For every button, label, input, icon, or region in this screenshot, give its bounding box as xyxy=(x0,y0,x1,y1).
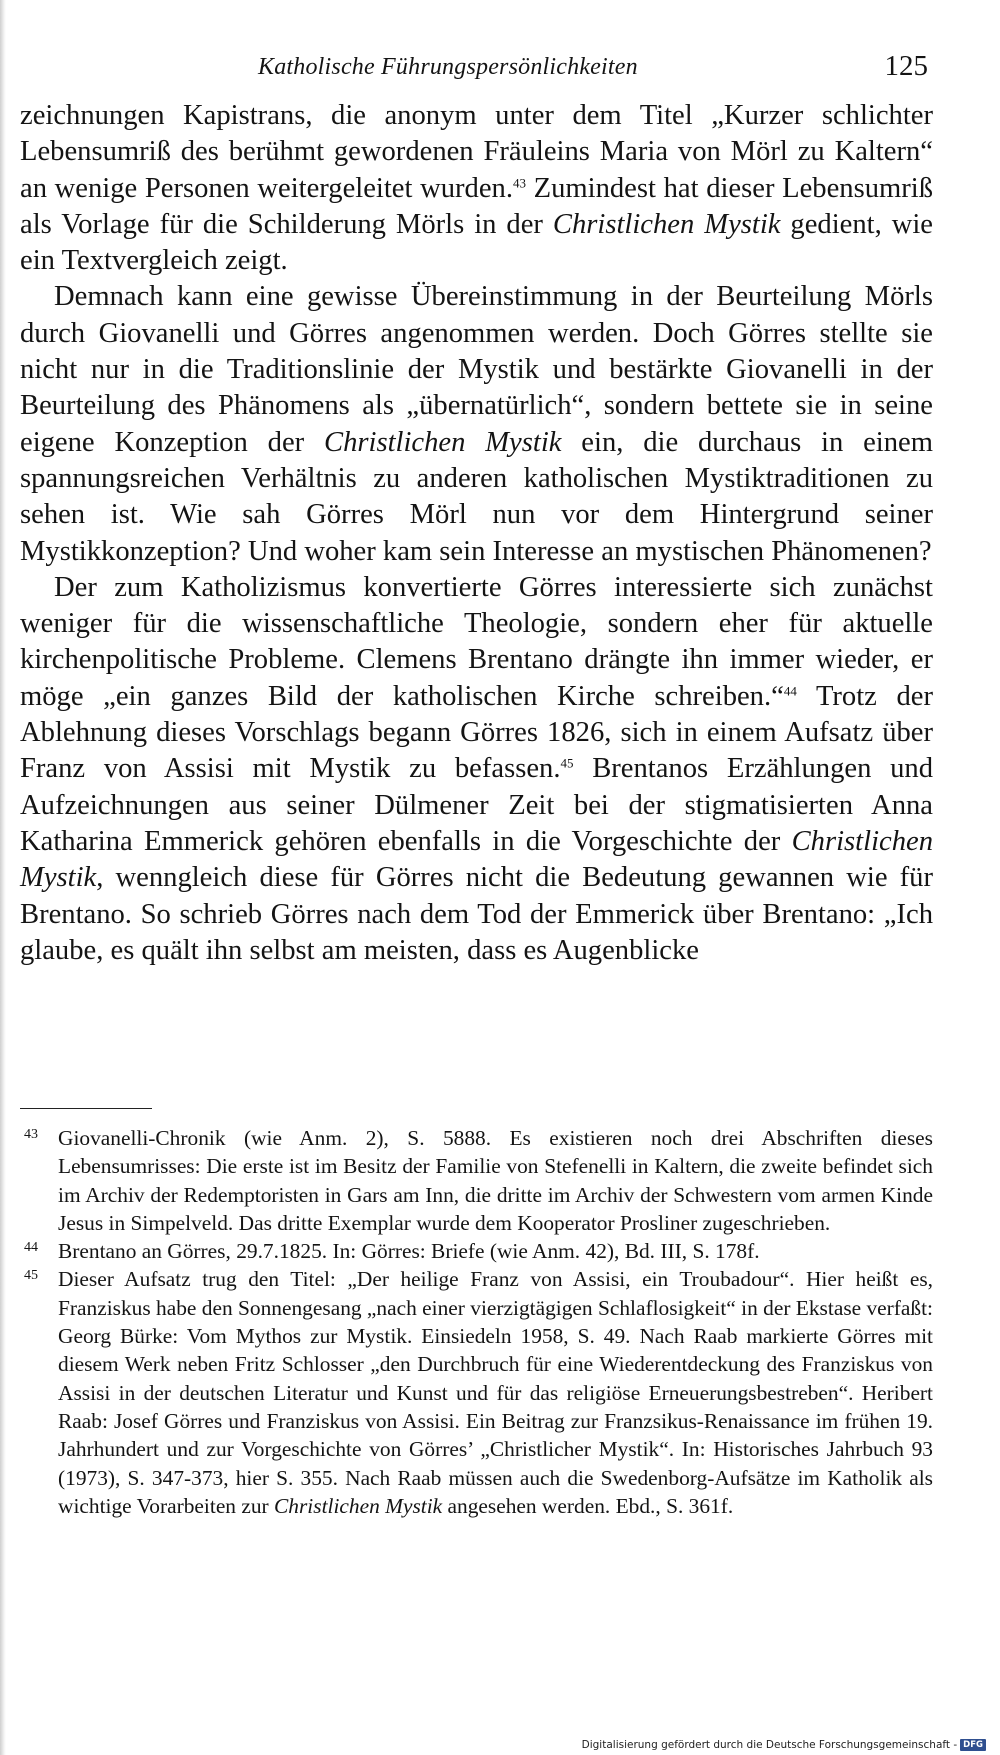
book-title-italic: Christlichen Mystik xyxy=(552,208,781,240)
text-run: Dieser Aufsatz trug den Titel: „Der heilige Franz von Assisi, ein Troubadour“. Hier heißt es, Franziskus habe den Sonnengesang „nach einer vierzigtägigen Schlaflosigkeit“ in der Ekstase verfaßt: Georg Bürke: Vom Mythos zur Mystik. Einsiedeln 1958, S. 49. Nach Raab markierte Görres mit diesem Werk neben Fritz Schlosser „den Durchbruch für eine Wiederentdeckung des Franziskus von Assisi in der deutschen Literatur und Kunst und für das religiöse Erneuerungsbestreben“. Heribert Raab: Josef Görres und Franziskus von Assisi. Ein Beitrag zur Franzsikus-Renaissance im frühen 19. Jahrhundert und zur Vorgeschichte von Görres’ „Christlicher Mystik“. In: Historisches Jahrbuch 93 (1973), S. 347-373, hier S. 355. Nach Raab müssen auch die Swedenborg-Aufsätze im Katholik als wichtige Vorarbeiten zur xyxy=(58,1267,933,1518)
text-run: ein, die durchaus in einem spannungsreichen Verhältnis zu anderen katholischen Mystiktraditionen zu sehen ist. Wie sah Görres Mörl nun vor dem Hintergrund seiner Mystikkonzeption? Und woher kam sein Interesse an mystischen Phänomenen? xyxy=(20,426,933,567)
scan-shadow-edge xyxy=(0,0,6,1755)
book-title-italic: Christlichen Mystik xyxy=(20,825,933,894)
text-run: Zumindest hat dieser Lebensumriß als Vorlage für die Schilderung Mörls in der xyxy=(20,172,933,240)
book-title-italic: Christlichen Mystik xyxy=(274,1493,443,1518)
footnote-number: 45 xyxy=(24,1268,38,1284)
footnote-separator xyxy=(20,1108,152,1109)
text-run: zeichnungen Kapistrans, die anonym unter dem Titel „Kurzer schlichter Lebensumriß des berühmt gewordenen Fräuleins Maria von Mörl zu Kaltern“ an wenige Personen weitergeleitet wurden. xyxy=(20,100,933,204)
digitization-credit-text: Digitalisierung gefördert durch die Deutsche Forschungsgemeinschaft - xyxy=(581,1739,958,1751)
dfg-logo-icon: DFG xyxy=(960,1739,986,1751)
footnotes xyxy=(20,1124,933,1520)
text-run: Trotz der Ablehnung dieses Vorschlags begann Görres 1826, sich in einem Aufsatz über Franz von Assisi mit Mystik zu befassen. xyxy=(20,680,933,785)
footnote-text: Brentano an Görres, 29.7.1825. In: Görres: Briefe (wie Anm. 42), Bd. III, S. 178f. xyxy=(58,1239,760,1264)
text-run: Der zum Katholizismus konvertierte Görres interessierte sich zunächst weniger für die wissenschaftliche Theologie, sondern eher für aktuelle kirchenpolitische Probleme. Clemens Brentano drängte ihn immer wieder, er möge „ein ganzes Bild der katholischen Kirche schreiben.“ xyxy=(20,571,933,712)
footnote-45 xyxy=(20,1265,933,1520)
footnote-43 xyxy=(20,1124,933,1237)
paragraph-1 xyxy=(20,98,933,279)
text-run: , wenngleich diese für Görres nicht die Bedeutung gewannen wie für Brentano. So schrieb Görres nach dem Tod der Emmerick über Brentano: „Ich glaube, es quält ihn selbst am meisten, dass es Augenblicke xyxy=(20,862,933,966)
footnote-ref-45[interactable]: 45 xyxy=(560,755,574,771)
running-head xyxy=(20,50,928,86)
footnote-ref-43[interactable]: 43 xyxy=(512,174,526,190)
text-run: gedient, wie ein Textvergleich zeigt. xyxy=(20,208,933,277)
footnote-44 xyxy=(20,1237,933,1265)
footnote-number: 44 xyxy=(24,1240,38,1256)
text-run: Demnach kann eine gewisse Übereinstimmung in der Beurteilung Mörls durch Giovanelli und Görres angenommen werden. Doch Görres stellte sie nicht nur in die Traditionslinie der Mystik und bestärkte Giovanelli in der Beurteilung des Phänomens als „übernatürlich“, sondern bettete sie in seine eigene Konzeption der xyxy=(20,281,933,458)
main-text xyxy=(20,98,933,969)
page-number: 125 xyxy=(884,50,928,82)
text-run: angesehen werden. Ebd., S. 361f. xyxy=(442,1493,734,1518)
paragraph-3 xyxy=(20,570,933,969)
footnote-text: Giovanelli-Chronik (wie Anm. 2), S. 5888. Es existieren noch drei Abschriften dieses Lebensumrisses: Die erste ist im Besitz der Familie von Stefenelli in Kaltern, die zweite befindet sich im Archiv der Redemptoristen in Gars am Inn, die dritte im Archiv der Schwestern vom armen Kinde Jesus in Simpelveld. Das dritte Exemplar wurde dem Kooperator Prosliner zugeschrieben. xyxy=(58,1126,933,1235)
running-title: Katholische Führungspersönlichkeiten xyxy=(258,54,638,80)
text-run: Brentanos Erzählungen und Aufzeichnungen aus seiner Dülmener Zeit bei der stigmatisierten Anna Katharina Emmerick gehören ebenfalls in die Vorgeschichte der xyxy=(20,753,933,857)
footnote-ref-44[interactable]: 44 xyxy=(783,683,797,698)
paragraph-2 xyxy=(20,279,933,569)
book-title-italic: Christlichen Mystik xyxy=(324,426,562,458)
footnote-number: 43 xyxy=(24,1127,38,1142)
footnote-text xyxy=(58,1265,933,1520)
digitization-credit xyxy=(582,1739,986,1751)
